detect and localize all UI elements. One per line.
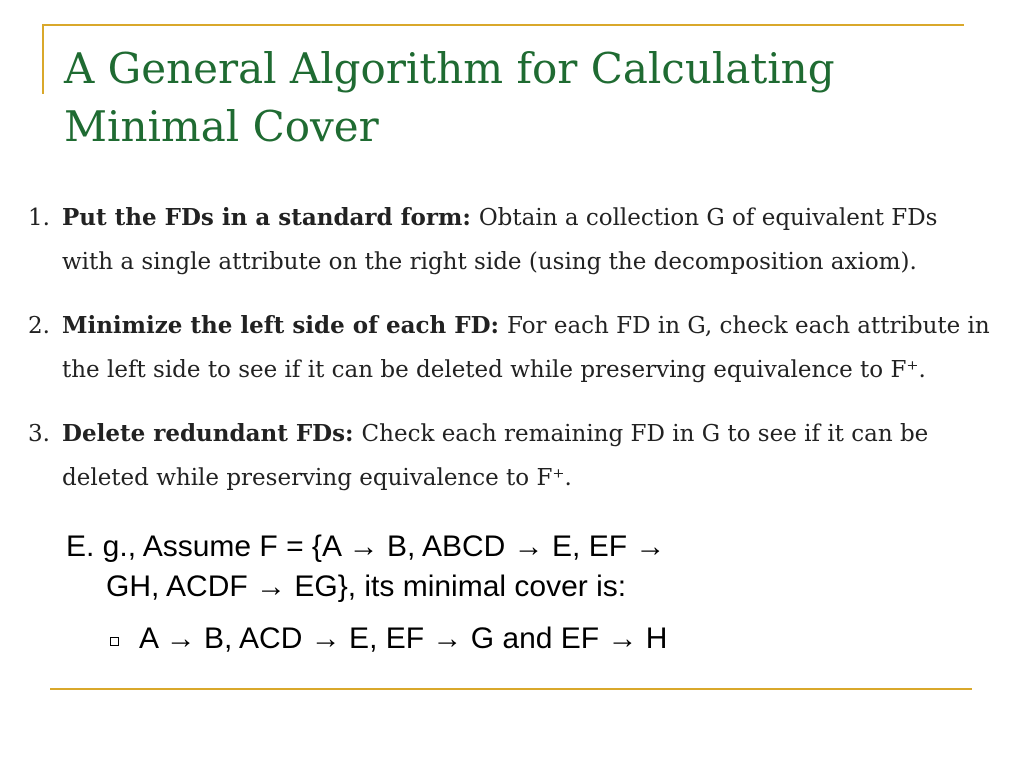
step-heading: Minimize the left side of each FD: [62, 312, 499, 339]
step-text-line-1: For each FD in G, check each attribute in [507, 313, 990, 339]
step-1 [28, 196, 992, 284]
step-number: 1. [28, 205, 50, 231]
step-body [62, 304, 992, 392]
title-line-1: A General Algorithm for Calculating [64, 44, 835, 93]
step-heading: Delete redundant FDs: [62, 420, 354, 447]
step-text-line-1: Obtain a collection G of equivalent FDs [478, 205, 938, 231]
step-heading: Put the FDs in a standard form: [62, 204, 471, 231]
algorithm-steps [28, 196, 992, 520]
example-answer [110, 618, 930, 660]
title-line-2: Minimal Cover [64, 102, 379, 151]
step-body [62, 412, 992, 500]
step-text-line-2: the left side to see if it can be deleted while preserving equivalence to F⁺. [62, 357, 926, 383]
step-text-line-2: with a single attribute on the right side (using the decomposition axiom). [62, 249, 917, 275]
step-number: 3. [28, 421, 50, 447]
example-line-1: E. g., Assume F = {A → B, ABCD → E, EF → [66, 530, 666, 563]
slide-title [64, 40, 924, 156]
step-text-line-1: Check each remaining FD in G to see if it can be [361, 421, 929, 447]
step-body [62, 196, 992, 284]
example-line-2: GH, ACDF → EG}, its minimal cover is: [106, 570, 627, 603]
step-3 [28, 412, 992, 500]
answer-text: A → B, ACD → E, EF → G and EF → H [139, 622, 668, 655]
step-number: 2. [28, 313, 50, 339]
top-rule [42, 24, 964, 26]
example-paragraph [66, 527, 966, 607]
square-bullet-icon [110, 637, 119, 646]
step-2 [28, 304, 992, 392]
bottom-rule [50, 688, 972, 690]
left-rule [42, 24, 44, 94]
step-text-line-2: deleted while preserving equivalence to F⁺. [62, 465, 572, 491]
